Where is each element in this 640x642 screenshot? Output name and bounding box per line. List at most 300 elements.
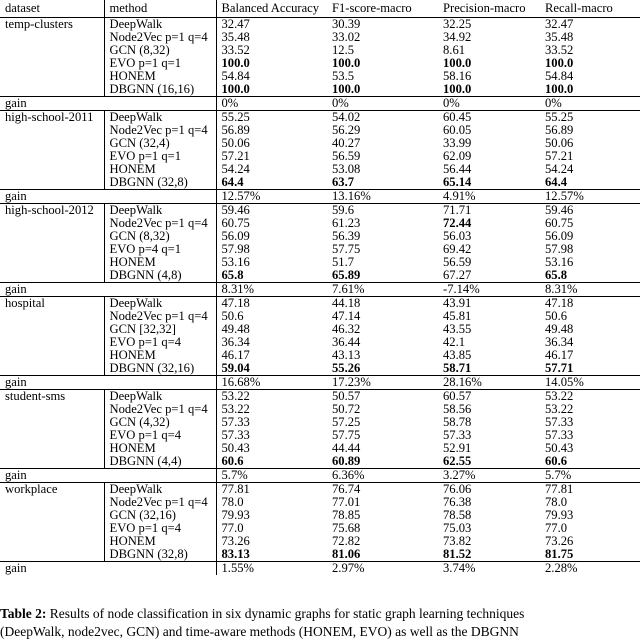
f1-score-cell: [327, 176, 438, 190]
dataset-cell: high-school-2011: [5, 110, 94, 124]
method-cell: GCN (32,4): [104, 137, 216, 150]
precision-cell: 76.38: [443, 496, 472, 509]
best-value: 81.06: [332, 548, 361, 561]
recall-cell: 54.84: [545, 70, 574, 83]
dataset-cell: temp-clusters: [5, 17, 73, 31]
precision-cell: 43.55: [443, 323, 472, 336]
dataset-cell: [0, 44, 104, 57]
precision-cell: 60.45: [443, 110, 472, 124]
table-row: [0, 336, 640, 349]
precision-cell: 73.82: [443, 535, 472, 548]
f1-score-cell: [327, 548, 438, 562]
precision-cell: 42.1: [443, 336, 466, 349]
table-header-row: [0, 0, 640, 18]
recall-cell: [540, 455, 640, 469]
f1-score-cell: 56.39: [332, 230, 361, 243]
method-cell: GCN (8,32): [104, 44, 216, 57]
f1-score-cell: 57.75: [332, 429, 361, 442]
method-cell: EVO p=1 q=4: [104, 522, 216, 535]
recall-cell: 57.98: [545, 243, 574, 256]
balanced-accuracy-cell: 78.0: [216, 496, 327, 509]
f1-score-cell: [327, 57, 438, 70]
method-cell: DBGNN (32,16): [104, 362, 216, 376]
gain-balanced-accuracy-cell: 12.57%: [216, 190, 327, 204]
recall-cell: [540, 176, 640, 190]
method-cell: Node2Vec p=1 q=4: [104, 403, 216, 416]
method-cell: Node2Vec p=1 q=4: [104, 31, 216, 44]
recall-cell: 50.43: [545, 442, 574, 455]
precision-cell: 69.42: [443, 243, 472, 256]
table-row: [0, 269, 640, 283]
recall-cell: 50.06: [545, 137, 574, 150]
recall-cell: 56.89: [545, 124, 574, 137]
balanced-accuracy-cell: 35.48: [216, 31, 327, 44]
recall-cell: 59.46: [545, 203, 574, 217]
method-cell: EVO p=1 q=4: [104, 336, 216, 349]
best-value: 63.7: [332, 176, 355, 189]
best-value: 55.26: [332, 362, 361, 375]
balanced-accuracy-cell: 49.48: [216, 323, 327, 336]
dataset-cell: [0, 57, 104, 70]
table-row: [0, 323, 640, 336]
recall-cell: 47.18: [545, 296, 574, 310]
f1-score-cell: [327, 362, 438, 376]
recall-cell: 77.81: [545, 482, 574, 496]
recall-cell: 78.0: [545, 496, 568, 509]
best-value: 62.55: [443, 455, 472, 468]
dataset-cell: [0, 323, 104, 336]
recall-cell: 32.47: [545, 17, 574, 31]
f1-score-cell: 54.02: [332, 110, 361, 124]
table-row: [0, 83, 640, 97]
table-row: [0, 137, 640, 150]
gain-method-empty: [104, 283, 216, 297]
table-row: [0, 230, 640, 243]
balanced-accuracy-cell: 57.33: [216, 429, 327, 442]
gain-precision-cell: 4.91%: [438, 190, 540, 204]
balanced-accuracy-cell: 57.98: [216, 243, 327, 256]
balanced-accuracy-cell: 47.18: [216, 297, 327, 311]
balanced-accuracy-cell: 59.46: [216, 204, 327, 218]
dataset-cell: high-school-2012: [5, 203, 94, 217]
best-value: 100.0: [443, 57, 472, 70]
recall-cell: 55.25: [545, 110, 574, 124]
balanced-accuracy-cell: 57.33: [216, 416, 327, 429]
method-cell: DeepWalk: [104, 111, 216, 125]
header-recall-macro: Recall-macro: [540, 0, 640, 18]
dataset-cell: [0, 150, 104, 163]
f1-score-cell: [327, 455, 438, 469]
balanced-accuracy-cell: [216, 57, 327, 70]
best-value: 100.0: [545, 57, 574, 70]
table-row: [0, 429, 640, 442]
precision-cell: 56.44: [443, 163, 472, 176]
method-cell: HONEM: [104, 163, 216, 176]
table-row: [0, 31, 640, 44]
method-cell: HONEM: [104, 349, 216, 362]
balanced-accuracy-cell: [216, 362, 327, 376]
dataset-cell: hospital: [5, 296, 45, 310]
best-value: 72.44: [443, 217, 472, 230]
best-value: 60.89: [332, 455, 361, 468]
f1-score-cell: 59.6: [332, 203, 355, 217]
dataset-cell: [0, 496, 104, 509]
method-cell: HONEM: [104, 70, 216, 83]
method-cell: Node2Vec p=1 q=4: [104, 496, 216, 509]
precision-cell: [438, 217, 540, 230]
f1-score-cell: 56.59: [332, 150, 361, 163]
best-value: 65.8: [221, 269, 244, 282]
best-value: 81.52: [443, 548, 472, 561]
recall-cell: 35.48: [545, 31, 574, 44]
precision-cell: [438, 176, 540, 190]
caption-line-2: (DeepWalk, node2vec, GCN) and time-aware methods (HONEM, EVO) as well as the DBGNN: [0, 624, 519, 639]
f1-score-cell: 12.5: [332, 44, 355, 57]
dataset-cell: [0, 362, 104, 376]
precision-cell: 56.03: [443, 230, 472, 243]
method-cell: Node2Vec p=1 q=4: [104, 217, 216, 230]
best-value: 81.75: [545, 548, 574, 561]
gain-precision-cell: 0%: [438, 97, 540, 111]
recall-cell: 73.26: [545, 535, 574, 548]
dataset-cell: [0, 310, 104, 323]
method-cell: DeepWalk: [104, 390, 216, 404]
gain-f1-score-cell: 2.97%: [327, 562, 438, 576]
dataset-cell: [0, 243, 104, 256]
table-row: [0, 390, 640, 404]
gain-row: [0, 562, 640, 576]
f1-score-cell: 44.18: [332, 296, 361, 310]
method-cell: DBGNN (4,4): [104, 455, 216, 469]
recall-cell: 60.75: [545, 217, 574, 230]
gain-precision-cell: -7.14%: [438, 283, 540, 297]
gain-row: [0, 97, 640, 111]
dataset-cell: [0, 83, 104, 97]
method-cell: GCN (4,32): [104, 416, 216, 429]
dataset-cell: [0, 349, 104, 362]
balanced-accuracy-cell: 50.43: [216, 442, 327, 455]
balanced-accuracy-cell: [216, 455, 327, 469]
table-row: [0, 150, 640, 163]
dataset-cell: workplace: [5, 482, 58, 496]
f1-score-cell: 77.01: [332, 496, 361, 509]
gain-f1-score-cell: 0%: [327, 97, 438, 111]
table-row: [0, 349, 640, 362]
dataset-cell: [0, 70, 104, 83]
dataset-cell: [0, 31, 104, 44]
method-cell: GCN [32,32]: [104, 323, 216, 336]
recall-cell: 33.52: [545, 44, 574, 57]
best-value: 65.14: [443, 176, 472, 189]
balanced-accuracy-cell: 77.81: [216, 483, 327, 497]
precision-cell: 58.16: [443, 70, 472, 83]
precision-cell: 58.78: [443, 416, 472, 429]
precision-cell: 67.27: [443, 269, 472, 282]
gain-method-empty: [104, 97, 216, 111]
balanced-accuracy-cell: 79.93: [216, 509, 327, 522]
header-balanced-accuracy: Balanced Accuracy: [216, 0, 327, 18]
balanced-accuracy-cell: 56.89: [216, 124, 327, 137]
table-row: [0, 176, 640, 190]
precision-cell: 32.25: [443, 17, 472, 31]
recall-cell: [540, 57, 640, 70]
best-value: 64.4: [545, 176, 568, 189]
balanced-accuracy-cell: [216, 83, 327, 97]
table-row: [0, 522, 640, 535]
precision-cell: 8.61: [443, 44, 466, 57]
f1-score-cell: [327, 269, 438, 283]
recall-cell: [540, 548, 640, 562]
f1-score-cell: 57.75: [332, 243, 361, 256]
table-row: [0, 70, 640, 83]
precision-cell: 57.33: [443, 429, 472, 442]
recall-cell: 53.22: [545, 403, 574, 416]
recall-cell: 79.93: [545, 509, 574, 522]
caption-label: Table 2:: [0, 606, 47, 621]
gain-balanced-accuracy-cell: 1.55%: [216, 562, 327, 576]
f1-score-cell: 36.44: [332, 336, 361, 349]
f1-score-cell: 47.14: [332, 310, 361, 323]
f1-score-cell: 44.44: [332, 442, 361, 455]
balanced-accuracy-cell: 73.26: [216, 535, 327, 548]
precision-cell: 71.71: [443, 203, 472, 217]
precision-cell: 76.06: [443, 482, 472, 496]
dataset-cell: [0, 548, 104, 562]
balanced-accuracy-cell: 77.0: [216, 522, 327, 535]
f1-score-cell: 53.08: [332, 163, 361, 176]
f1-score-cell: 50.57: [332, 389, 361, 403]
best-value: 59.04: [221, 362, 250, 375]
gain-label: gain: [0, 283, 104, 297]
precision-cell: 60.57: [443, 389, 472, 403]
best-value: 100.0: [221, 83, 250, 96]
f1-score-cell: 76.74: [332, 482, 361, 496]
balanced-accuracy-cell: 55.25: [216, 111, 327, 125]
f1-score-cell: 72.82: [332, 535, 361, 548]
balanced-accuracy-cell: [216, 269, 327, 283]
gain-balanced-accuracy-cell: 16.68%: [216, 376, 327, 390]
table-row: [0, 217, 640, 230]
dataset-cell: [0, 256, 104, 269]
header-f1-score-macro: F1-score-macro: [327, 0, 438, 18]
f1-score-cell: [327, 83, 438, 97]
dataset-cell: [0, 137, 104, 150]
balanced-accuracy-cell: 54.84: [216, 70, 327, 83]
precision-cell: 33.99: [443, 137, 472, 150]
gain-recall-cell: 12.57%: [540, 190, 640, 204]
dataset-cell: [0, 416, 104, 429]
balanced-accuracy-cell: 46.17: [216, 349, 327, 362]
precision-cell: 43.91: [443, 296, 472, 310]
balanced-accuracy-cell: 32.47: [216, 18, 327, 32]
best-value: 64.4: [221, 176, 244, 189]
best-value: 60.6: [545, 455, 568, 468]
gain-label: gain: [0, 562, 104, 576]
table-row: [0, 297, 640, 311]
recall-cell: 50.6: [545, 310, 568, 323]
dataset-cell: [0, 230, 104, 243]
gain-method-empty: [104, 190, 216, 204]
precision-cell: [438, 83, 540, 97]
precision-cell: 43.85: [443, 349, 472, 362]
gain-precision-cell: 3.27%: [438, 469, 540, 483]
balanced-accuracy-cell: 53.22: [216, 403, 327, 416]
header-method: method: [104, 0, 216, 18]
header-dataset: dataset: [0, 0, 104, 18]
balanced-accuracy-cell: 53.22: [216, 390, 327, 404]
best-value: 100.0: [443, 83, 472, 96]
balanced-accuracy-cell: [216, 548, 327, 562]
table-row: [0, 455, 640, 469]
method-cell: HONEM: [104, 256, 216, 269]
precision-cell: 34.92: [443, 31, 472, 44]
balanced-accuracy-cell: 60.75: [216, 217, 327, 230]
table-row: [0, 362, 640, 376]
recall-cell: 36.34: [545, 336, 574, 349]
best-value: 83.13: [221, 548, 250, 561]
gain-method-empty: [104, 376, 216, 390]
table-row: [0, 111, 640, 125]
method-cell: DeepWalk: [104, 483, 216, 497]
f1-score-cell: 30.39: [332, 17, 361, 31]
best-value: 100.0: [332, 83, 361, 96]
f1-score-cell: 33.02: [332, 31, 361, 44]
table-row: [0, 57, 640, 70]
recall-cell: 54.24: [545, 163, 574, 176]
gain-row: [0, 376, 640, 390]
method-cell: EVO p=1 q=4: [104, 429, 216, 442]
dataset-cell: [0, 442, 104, 455]
f1-score-cell: 46.32: [332, 323, 361, 336]
balanced-accuracy-cell: [216, 176, 327, 190]
f1-score-cell: 53.5: [332, 70, 355, 83]
best-value: 60.6: [221, 455, 244, 468]
precision-cell: 78.58: [443, 509, 472, 522]
recall-cell: 49.48: [545, 323, 574, 336]
table-row: [0, 483, 640, 497]
best-value: 100.0: [221, 57, 250, 70]
precision-cell: [438, 362, 540, 376]
recall-cell: 57.33: [545, 429, 574, 442]
dataset-cell: [0, 217, 104, 230]
dataset-cell: [0, 535, 104, 548]
method-cell: DBGNN (32,8): [104, 176, 216, 190]
table-row: [0, 124, 640, 137]
table-row: [0, 403, 640, 416]
precision-cell: 52.91: [443, 442, 472, 455]
f1-score-cell: 51.7: [332, 256, 355, 269]
dataset-cell: [0, 522, 104, 535]
gain-row: [0, 283, 640, 297]
best-value: 100.0: [545, 83, 574, 96]
f1-score-cell: 57.25: [332, 416, 361, 429]
precision-cell: 58.56: [443, 403, 472, 416]
method-cell: EVO p=1 q=1: [104, 150, 216, 163]
best-value: 58.71: [443, 362, 472, 375]
gain-label: gain: [0, 190, 104, 204]
recall-cell: [540, 269, 640, 283]
dataset-cell: [0, 403, 104, 416]
method-cell: EVO p=4 q=1: [104, 243, 216, 256]
best-value: 65.8: [545, 269, 568, 282]
table-row: [0, 256, 640, 269]
dataset-cell: [0, 124, 104, 137]
dataset-cell: [0, 429, 104, 442]
table-row: [0, 416, 640, 429]
dataset-cell: [0, 455, 104, 469]
header-precision-macro: Precision-macro: [438, 0, 540, 18]
gain-balanced-accuracy-cell: 0%: [216, 97, 327, 111]
gain-recall-cell: 5.7%: [540, 469, 640, 483]
dataset-cell: [0, 509, 104, 522]
best-value: 65.89: [332, 269, 361, 282]
f1-score-cell: 61.23: [332, 217, 361, 230]
table-row: [0, 204, 640, 218]
method-cell: DeepWalk: [104, 204, 216, 218]
precision-cell: 45.81: [443, 310, 472, 323]
f1-score-cell: 78.85: [332, 509, 361, 522]
method-cell: GCN (32,16): [104, 509, 216, 522]
table-row: [0, 18, 640, 32]
recall-cell: 53.16: [545, 256, 574, 269]
recall-cell: 57.21: [545, 150, 574, 163]
table-row: [0, 548, 640, 562]
method-cell: EVO p=1 q=1: [104, 57, 216, 70]
dataset-cell: student-sms: [5, 389, 66, 403]
balanced-accuracy-cell: 57.21: [216, 150, 327, 163]
dataset-cell: [0, 163, 104, 176]
gain-recall-cell: 8.31%: [540, 283, 640, 297]
dataset-cell: [0, 176, 104, 190]
gain-balanced-accuracy-cell: 5.7%: [216, 469, 327, 483]
precision-cell: 60.05: [443, 124, 472, 137]
f1-score-cell: 56.29: [332, 124, 361, 137]
recall-cell: 77.0: [545, 522, 568, 535]
recall-cell: 56.09: [545, 230, 574, 243]
recall-cell: [540, 83, 640, 97]
method-cell: DeepWalk: [104, 297, 216, 311]
balanced-accuracy-cell: 36.34: [216, 336, 327, 349]
gain-recall-cell: 0%: [540, 97, 640, 111]
table-row: [0, 163, 640, 176]
gain-balanced-accuracy-cell: 8.31%: [216, 283, 327, 297]
balanced-accuracy-cell: 50.06: [216, 137, 327, 150]
gain-row: [0, 469, 640, 483]
gain-recall-cell: 14.05%: [540, 376, 640, 390]
gain-recall-cell: 2.28%: [540, 562, 640, 576]
table-row: [0, 509, 640, 522]
best-value: 100.0: [332, 57, 361, 70]
f1-score-cell: 40.27: [332, 137, 361, 150]
gain-f1-score-cell: 13.16%: [327, 190, 438, 204]
gain-label: gain: [0, 97, 104, 111]
f1-score-cell: 43.13: [332, 349, 361, 362]
precision-cell: 75.03: [443, 522, 472, 535]
balanced-accuracy-cell: 53.16: [216, 256, 327, 269]
f1-score-cell: 75.68: [332, 522, 361, 535]
method-cell: HONEM: [104, 442, 216, 455]
table-row: [0, 44, 640, 57]
table-row: [0, 243, 640, 256]
method-cell: Node2Vec p=1 q=4: [104, 310, 216, 323]
caption-text-1: Results of node classification in six dynamic graphs for static graph learning techniques: [49, 606, 525, 621]
recall-cell: 46.17: [545, 349, 574, 362]
caption-line-1: [0, 605, 640, 623]
gain-method-empty: [104, 469, 216, 483]
gain-f1-score-cell: 17.23%: [327, 376, 438, 390]
gain-f1-score-cell: 6.36%: [327, 469, 438, 483]
method-cell: DBGNN (32,8): [104, 548, 216, 562]
